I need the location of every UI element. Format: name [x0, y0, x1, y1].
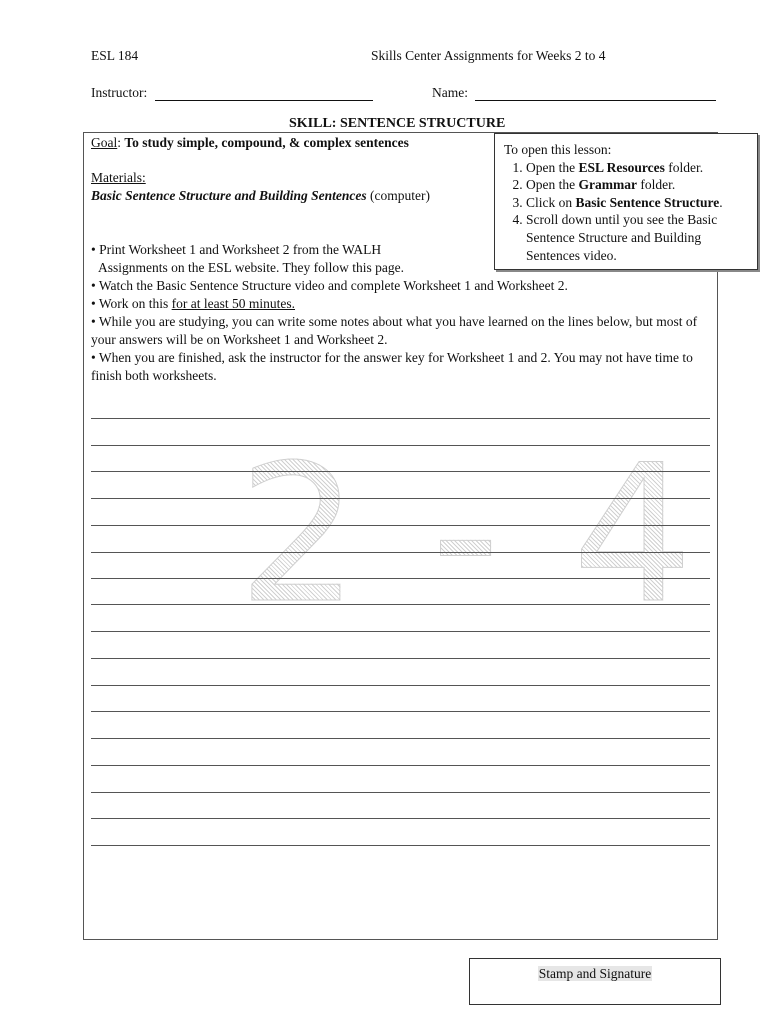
bullet-answer-key: • When you are finished, ask the instructor for the answer key for Worksheet 1 and 2. You may not have time to finish both worksheets. — [91, 350, 693, 383]
callout-step: 2. Open the Grammar folder. — [526, 176, 749, 194]
note-line[interactable] — [91, 498, 710, 499]
bullet-notes: • While you are studying, you can write some notes about what you have learned on the lines below, but most of your answers will be on Worksheet 1 and Worksheet 2. — [91, 314, 698, 347]
instructions-list — [91, 241, 716, 385]
note-line[interactable] — [91, 685, 710, 686]
bullet-print: • Print Worksheet 1 and Worksheet 2 from the WALH — [91, 242, 382, 257]
bullet-time: • Work on this for at least 50 minutes. — [91, 296, 296, 311]
callout-intro: To open this lesson: — [504, 142, 612, 157]
note-line[interactable] — [91, 765, 710, 766]
materials-label: Materials: — [91, 170, 146, 185]
note-line[interactable] — [91, 631, 710, 632]
note-line[interactable] — [91, 845, 710, 846]
name-field — [432, 85, 716, 101]
stamp-label: Stamp and Signature — [538, 966, 652, 981]
materials-title: Basic Sentence Structure and Building Sentences — [91, 188, 367, 203]
materials — [91, 188, 430, 204]
name-label: Name: — [432, 85, 468, 100]
bullet-print-cont: Assignments on the ESL website. They follow this page. — [98, 260, 404, 275]
note-line[interactable] — [91, 525, 710, 526]
goal-text: To study simple, compound, & complex sentences — [124, 135, 409, 150]
note-line[interactable] — [91, 552, 710, 553]
name-blank[interactable] — [475, 86, 716, 101]
document-title: Skills Center Assignments for Weeks 2 to 4 — [371, 48, 606, 63]
instructor-field — [91, 85, 373, 101]
note-line[interactable] — [91, 658, 710, 659]
course-code: ESL 184 — [91, 48, 139, 63]
callout-step: 3. Click on Basic Sentence Structure. — [526, 194, 749, 212]
note-line[interactable] — [91, 818, 710, 819]
note-line[interactable] — [91, 471, 710, 472]
callout-step: 4. Scroll down until you see the Basic Sentence Structure and Building Sentences video. — [526, 211, 749, 264]
stamp-signature-box[interactable] — [469, 958, 721, 1005]
bullet-watch: • Watch the Basic Sentence Structure video and complete Worksheet 1 and Worksheet 2. — [91, 278, 568, 293]
materials-note: (computer) — [370, 188, 431, 203]
note-line[interactable] — [91, 604, 710, 605]
weeks-watermark: 2 - 4 — [238, 424, 700, 645]
note-line[interactable] — [91, 445, 710, 446]
note-line[interactable] — [91, 418, 710, 419]
callout-step: 1. Open the ESL Resources folder. — [526, 159, 749, 177]
skill-heading: SKILL: SENTENCE STRUCTURE — [289, 116, 506, 131]
note-line[interactable] — [91, 711, 710, 712]
note-line[interactable] — [91, 738, 710, 739]
note-line[interactable] — [91, 792, 710, 793]
instructor-label: Instructor: — [91, 85, 148, 100]
goal: Goal: To study simple, compound, & complex sentences — [91, 135, 409, 150]
goal-label: Goal — [91, 135, 118, 150]
instructor-blank[interactable] — [155, 86, 373, 101]
note-line[interactable] — [91, 578, 710, 579]
